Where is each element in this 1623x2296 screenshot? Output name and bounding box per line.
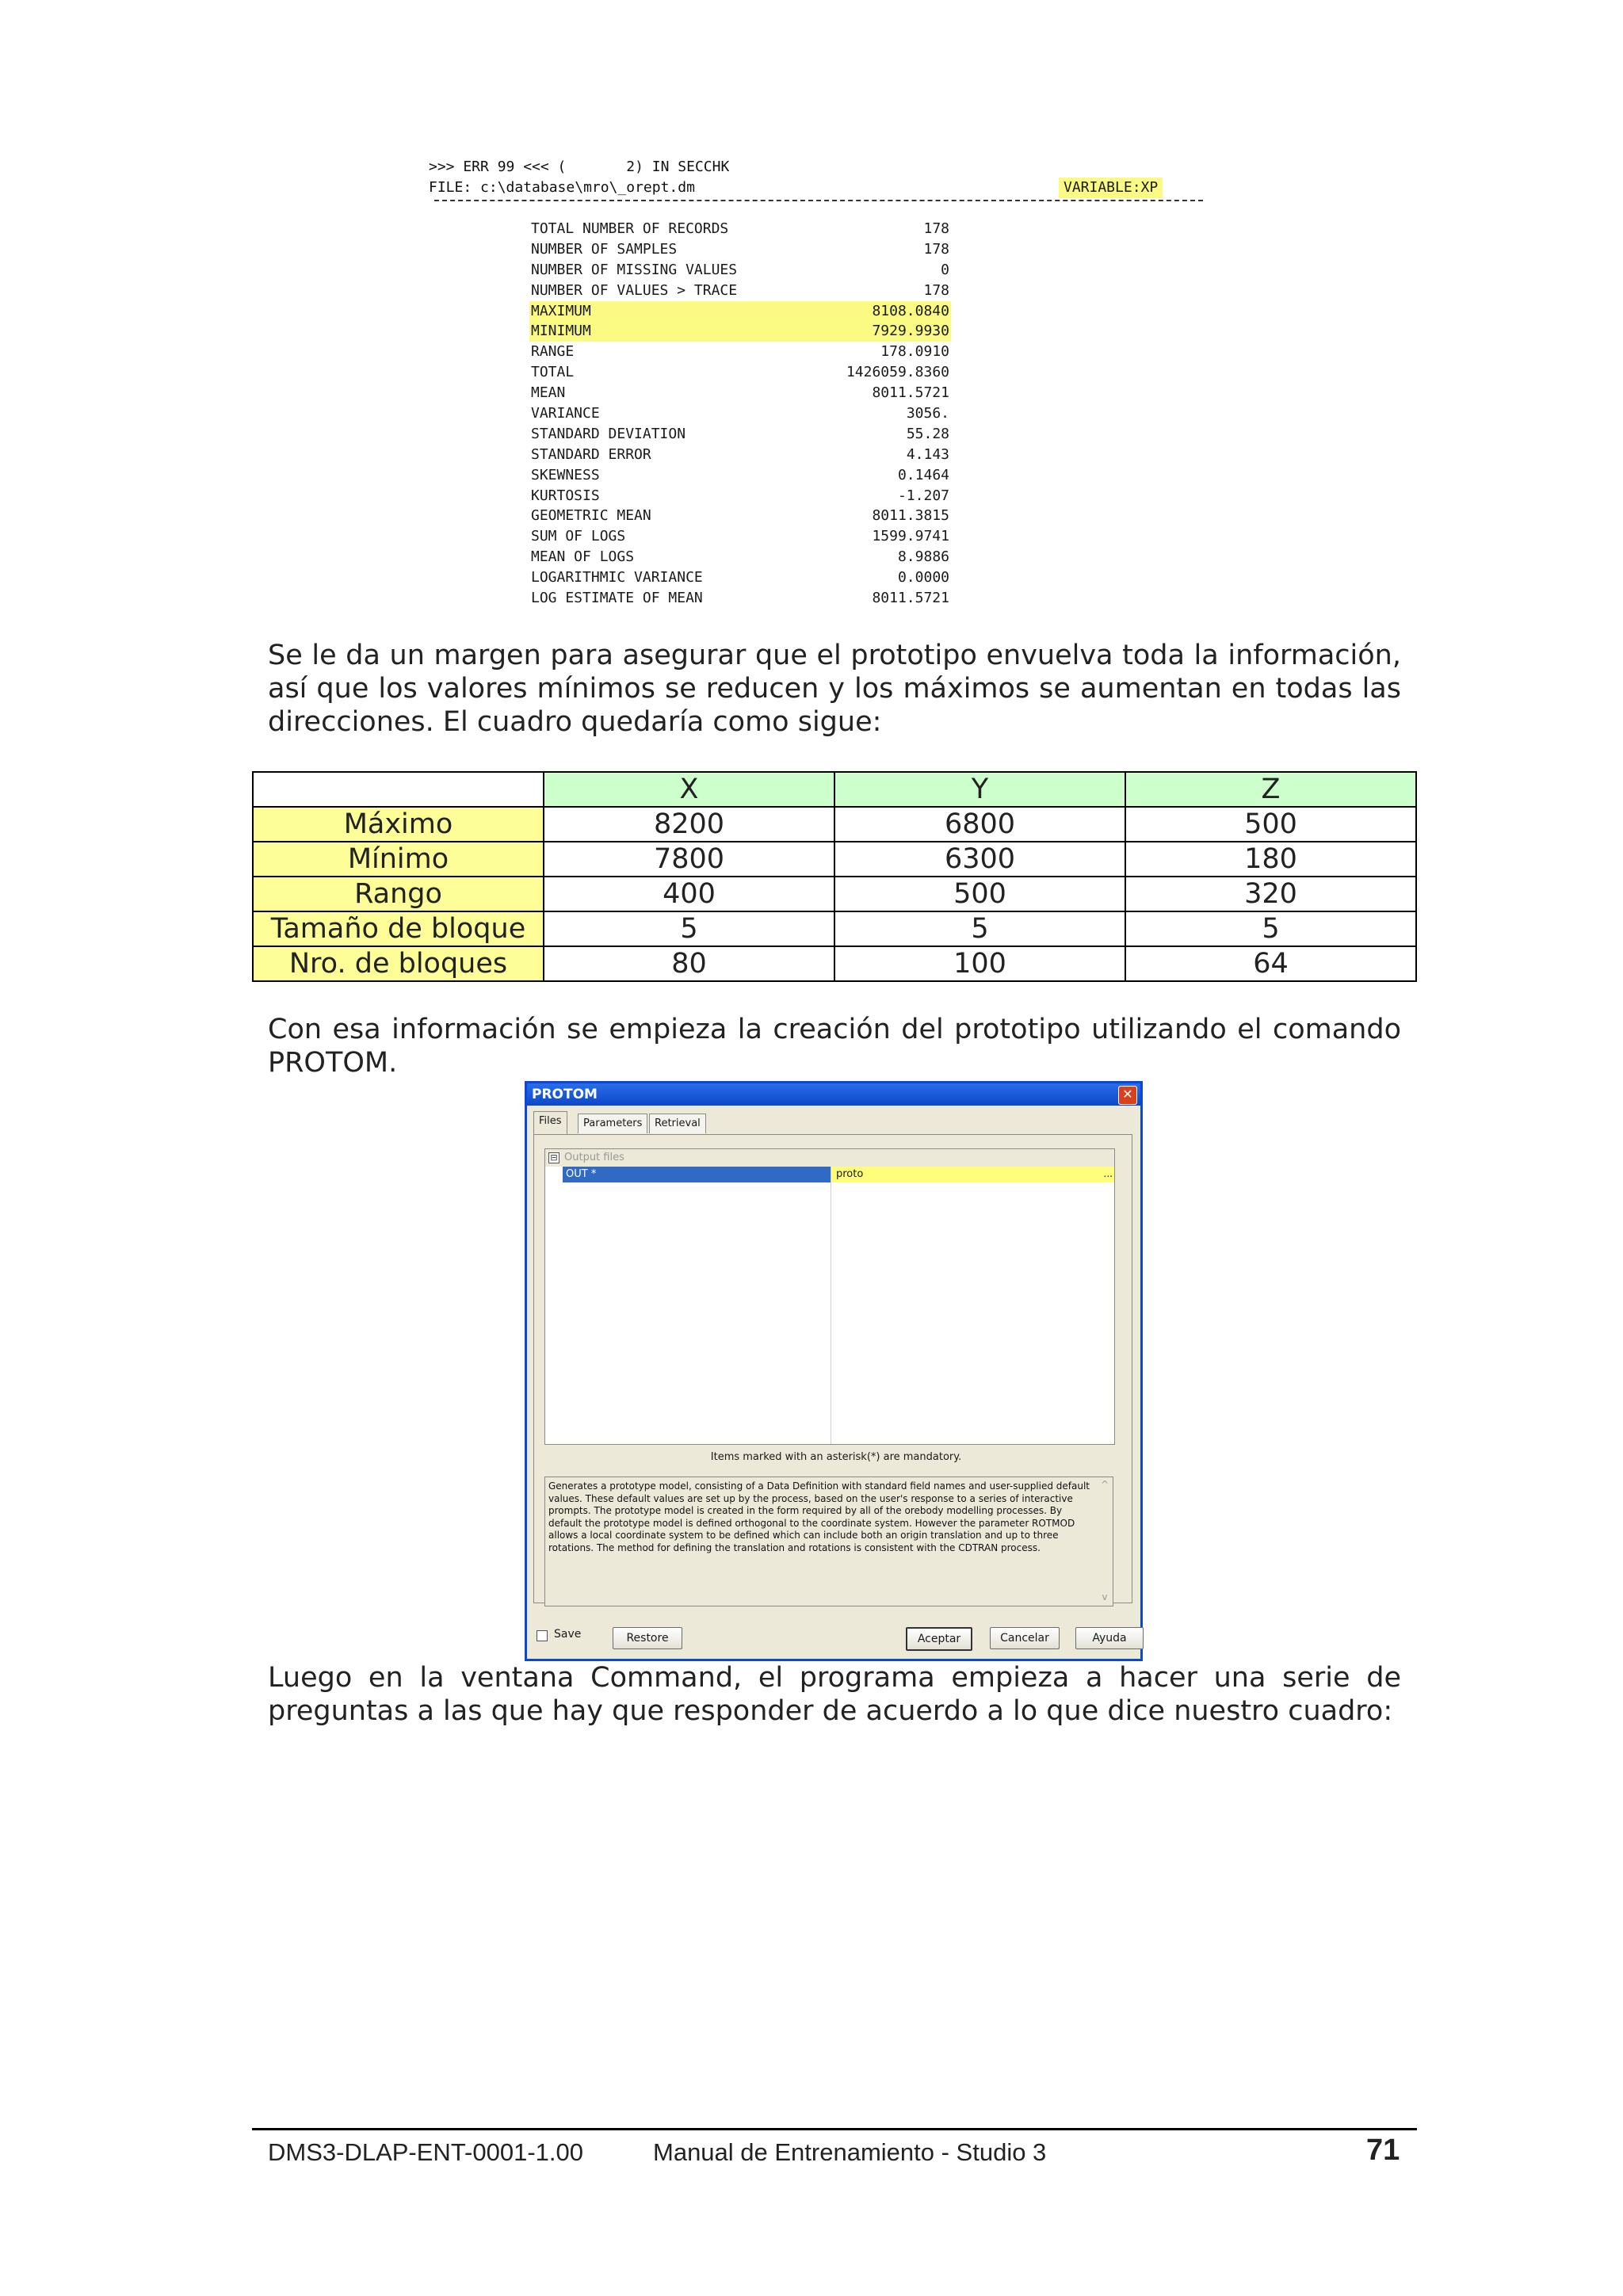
stat-label: MAXIMUM: [531, 302, 591, 319]
stat-row: [529, 526, 951, 547]
stat-label: SKEWNESS: [531, 466, 600, 483]
table-cell: 100: [834, 946, 1125, 981]
footer-rule: [252, 2128, 1417, 2130]
stat-label: LOG ESTIMATE OF MEAN: [531, 590, 703, 607]
table-cell: 400: [544, 877, 834, 911]
stat-label: GEOMETRIC MEAN: [531, 507, 651, 525]
stat-value: -1.207: [897, 487, 949, 504]
file-path-line: FILE: c:\database\mro\_orept.dm: [429, 179, 695, 196]
table-cell: 6800: [834, 807, 1125, 842]
stat-row: [529, 260, 951, 281]
stat-value: 0.0000: [897, 569, 949, 586]
stat-row: [529, 588, 951, 609]
table-cell: 500: [1125, 807, 1416, 842]
stat-value: 178.0910: [880, 343, 949, 361]
save-label: Save: [554, 1628, 582, 1641]
dialog-title: PROTOM: [532, 1087, 598, 1102]
stat-row: [529, 239, 951, 260]
stat-row: [529, 547, 951, 567]
description-box[interactable]: [544, 1477, 1113, 1606]
restore-button[interactable]: Restore: [613, 1627, 682, 1649]
stat-label: STANDARD DEVIATION: [531, 425, 686, 442]
stat-value: 8108.0840: [872, 302, 949, 319]
help-button[interactable]: Ayuda: [1075, 1627, 1144, 1649]
stat-label: TOTAL: [531, 364, 575, 381]
table-cell: 64: [1125, 946, 1416, 981]
variable-label: VARIABLE:XP: [1059, 178, 1163, 198]
stat-value: 7929.9930: [872, 323, 949, 340]
group-label: Output files: [564, 1152, 624, 1163]
stat-label: STANDARD ERROR: [531, 445, 651, 463]
table-header-row: [253, 772, 1416, 807]
stat-label: MEAN: [531, 384, 566, 402]
column-header-z: Z: [1125, 772, 1416, 807]
stat-label: RANGE: [531, 343, 575, 361]
tab-retrieval[interactable]: Retrieval: [649, 1114, 706, 1133]
table-cell: 5: [544, 911, 834, 946]
cancel-button[interactable]: Cancelar: [990, 1627, 1060, 1649]
stat-label: NUMBER OF VALUES > TRACE: [531, 281, 738, 299]
stat-row: [529, 342, 951, 362]
scroll-up-icon[interactable]: ^: [1100, 1479, 1109, 1490]
stat-row: [529, 506, 951, 526]
stat-row: [529, 321, 951, 342]
stat-value: 55.28: [906, 425, 949, 442]
stat-label: LOGARITHMIC VARIANCE: [531, 569, 703, 586]
browse-button[interactable]: ...: [1103, 1168, 1113, 1179]
row-label: Rango: [253, 877, 544, 911]
description-text: Generates a prototype model, consisting of a Data Definition with standard field names and user-supplied default values. These default values are set up by the process, based on the user's response to a series of interactive prompts. The prototype model is created in the form required by all of the orebody modelling processes. By default the prototype model is defined orthogonal to the coordinate system. However the parameter ROTMOD allows a local coordinate system to be defined which can include both an origin translation and up to three rotations. The method for defining the translation and rotations is consistent with the CDTRAN process.: [548, 1480, 1090, 1553]
paragraph-command-window: Luego en la ventana Command, el programa empieza a hacer una serie de preguntas a las que hay que responder de acuerdo a lo que dice nuestro cuadro:: [268, 1662, 1401, 1727]
dialog-footer: [533, 1624, 1134, 1648]
stat-value: 0: [941, 261, 949, 278]
block-model-table: [252, 771, 1417, 982]
tab-files[interactable]: Files: [533, 1111, 567, 1134]
stat-label: NUMBER OF SAMPLES: [531, 240, 678, 258]
stat-label: KURTOSIS: [531, 487, 600, 504]
stat-row: [529, 362, 951, 383]
protom-dialog: [525, 1081, 1143, 1661]
output-files-group: [545, 1149, 1114, 1167]
stat-value: 178: [923, 220, 949, 237]
property-grid: [544, 1148, 1115, 1445]
table-cell: 5: [834, 911, 1125, 946]
row-label: Nro. de bloques: [253, 946, 544, 981]
out-field-input[interactable]: [831, 1167, 1114, 1182]
table-cell: 8200: [544, 807, 834, 842]
table-row: [253, 877, 1416, 911]
out-field-value: proto: [836, 1168, 864, 1180]
table-cell: 500: [834, 877, 1125, 911]
table-cell: 320: [1125, 877, 1416, 911]
mandatory-note: Items marked with an asterisk(*) are mandatory.: [710, 1451, 962, 1463]
stat-row: [529, 301, 951, 322]
stat-label: TOTAL NUMBER OF RECORDS: [531, 220, 729, 237]
stat-row: [529, 567, 951, 588]
dialog-titlebar: [527, 1083, 1140, 1106]
stat-value: 8.9886: [897, 548, 949, 566]
table-row: [253, 842, 1416, 877]
accept-button[interactable]: Aceptar: [906, 1627, 972, 1651]
stat-row: [529, 383, 951, 403]
table-row: [253, 807, 1416, 842]
error-line: >>> ERR 99 <<< ( 2) IN SECCHK: [429, 159, 730, 175]
tab-parameters[interactable]: Parameters: [578, 1114, 647, 1133]
row-label: Máximo: [253, 807, 544, 842]
table-cell: 7800: [544, 842, 834, 877]
dashed-divider: [434, 200, 1203, 201]
table-cell: 80: [544, 946, 834, 981]
table-corner-cell: [253, 772, 544, 807]
stat-row: [529, 424, 951, 445]
stat-value: 8011.3815: [872, 507, 949, 525]
stat-row: [529, 219, 951, 239]
close-icon[interactable]: ✕: [1118, 1086, 1137, 1105]
stat-label: MINIMUM: [531, 323, 591, 340]
stat-value: 178: [923, 240, 949, 258]
collapse-icon[interactable]: ⊟: [548, 1152, 559, 1163]
stat-value: 1599.9741: [872, 528, 949, 545]
table-cell: 5: [1125, 911, 1416, 946]
table-row: [253, 946, 1416, 981]
table-row: [253, 911, 1416, 946]
stat-value: 3056.: [906, 405, 949, 422]
stat-value: 8011.5721: [872, 590, 949, 607]
table-cell: 6300: [834, 842, 1125, 877]
footer-title: Manual de Entrenamiento - Studio 3: [653, 2138, 1047, 2166]
stat-row: [529, 486, 951, 506]
row-label: Mínimo: [253, 842, 544, 877]
stat-row: [529, 403, 951, 424]
stat-label: SUM OF LOGS: [531, 528, 626, 545]
save-checkbox[interactable]: [537, 1630, 548, 1641]
stat-value: 1426059.8360: [846, 364, 949, 381]
table-cell: 180: [1125, 842, 1416, 877]
stat-value: 8011.5721: [872, 384, 949, 402]
statistics-list: [529, 219, 951, 609]
stat-row: [529, 465, 951, 486]
stat-label: NUMBER OF MISSING VALUES: [531, 261, 738, 278]
out-field-label[interactable]: OUT *: [563, 1167, 831, 1182]
row-label: Tamaño de bloque: [253, 911, 544, 946]
column-header-y: Y: [834, 772, 1125, 807]
column-header-x: X: [544, 772, 834, 807]
footer-doc-code: DMS3-DLAP-ENT-0001-1.00: [268, 2138, 583, 2166]
paragraph-protom-intro: Con esa información se empieza la creación del prototipo utilizando el comando PROTOM.: [268, 1014, 1401, 1079]
stat-value: 4.143: [906, 445, 949, 463]
page-number: 71: [1366, 2134, 1400, 2167]
stat-value: 0.1464: [897, 466, 949, 483]
scroll-down-icon[interactable]: v: [1102, 1591, 1108, 1603]
stat-row: [529, 445, 951, 465]
stat-value: 178: [923, 281, 949, 299]
stat-label: MEAN OF LOGS: [531, 548, 635, 566]
stat-row: [529, 281, 951, 301]
stat-label: VARIANCE: [531, 405, 600, 422]
paragraph-margin-note: Se le da un margen para asegurar que el prototipo envuelva toda la información, así que los valores mínimos se reducen y los máximos se aumentan en todas las direcciones. El cuadro quedaría como sigue:: [268, 640, 1401, 738]
